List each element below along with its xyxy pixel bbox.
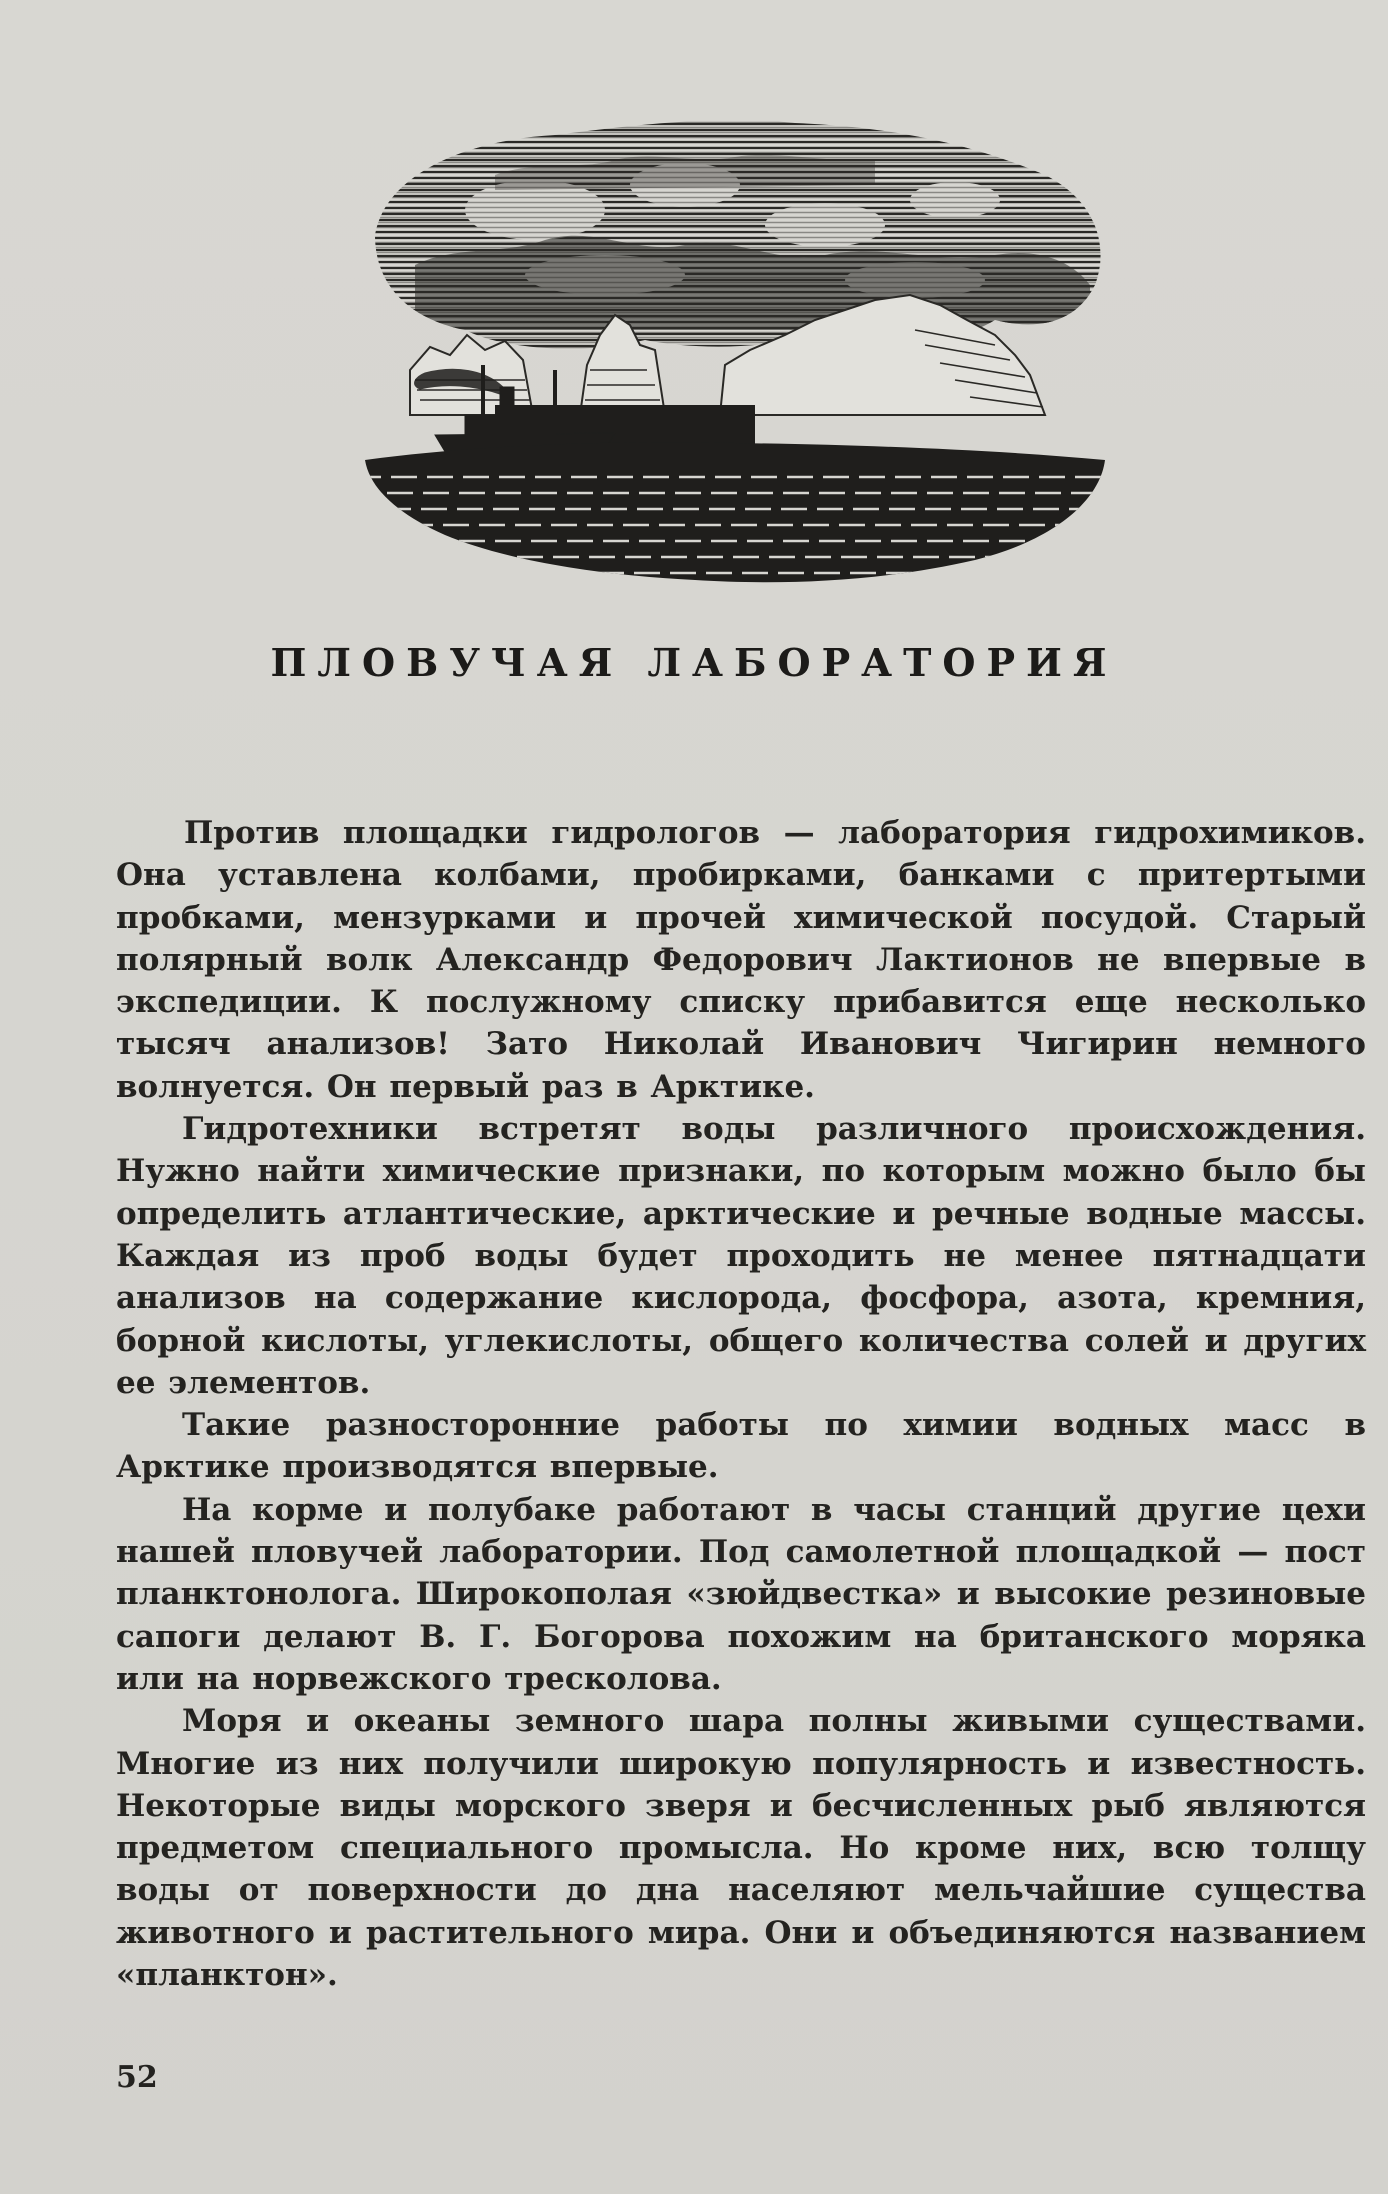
paragraph: Гидротехники встретят воды различного происхождения. Нужно найти химические признаки, по которым можно было бы определить атлантические, арктические и речные водные массы. Каждая из проб воды будет проходить не менее пятнадцати анализов на содержание кислорода, фосфора, азота, кремния, борной кислоты, углекислоты, общего количества солей и других ее элементов. xyxy=(116,1111,1366,1401)
paragraph: Против площадки гидрологов — лаборатория гидрохимиков. Она уставлена колбами, пробирками, банками с притертыми пробками, мензурками и прочей химической посудой. Старый полярный волк Александр Федорович Лактионов не впервые в экспедиции. К послужному списку прибавится еще несколько тысяч анализов! Зато Николай Иванович Чигирин немного волнуется. Он первый раз в Арктике. xyxy=(116,815,1366,1105)
paragraph: На корме и полубаке работают в часы станций другие цехи нашей пловучей лаборатории. Под самолетной площадкой — пост планктонолога. Широкополая «зюйдвестка» и высокие резиновые сапоги делают В. Г. Богорова похожим на британского моряка или на норвежского тресколова. xyxy=(116,1491,1366,1697)
paragraph: Такие разносторонние работы по химии водных масс в Арктике производятся впервые. xyxy=(116,1407,1366,1486)
body-text xyxy=(116,812,1366,1996)
paragraph: Моря и океаны земного шара полны живыми существами. Многие из них получили широкую популярность и известность. Некоторые виды морского зверя и бесчисленных рыб являются предметом специального промысла. Но кроме них, всю толщу воды от поверхности до дна населяют мельчайшие существа животного и растительного мира. Они и объединяются названием «планктон». xyxy=(116,1703,1366,1994)
chapter-title: ПЛОВУЧАЯ ЛАБОРАТОРИЯ xyxy=(270,640,1118,685)
page-number: 52 xyxy=(116,2060,158,2095)
ship-among-icebergs-engraving-icon xyxy=(355,115,1115,590)
